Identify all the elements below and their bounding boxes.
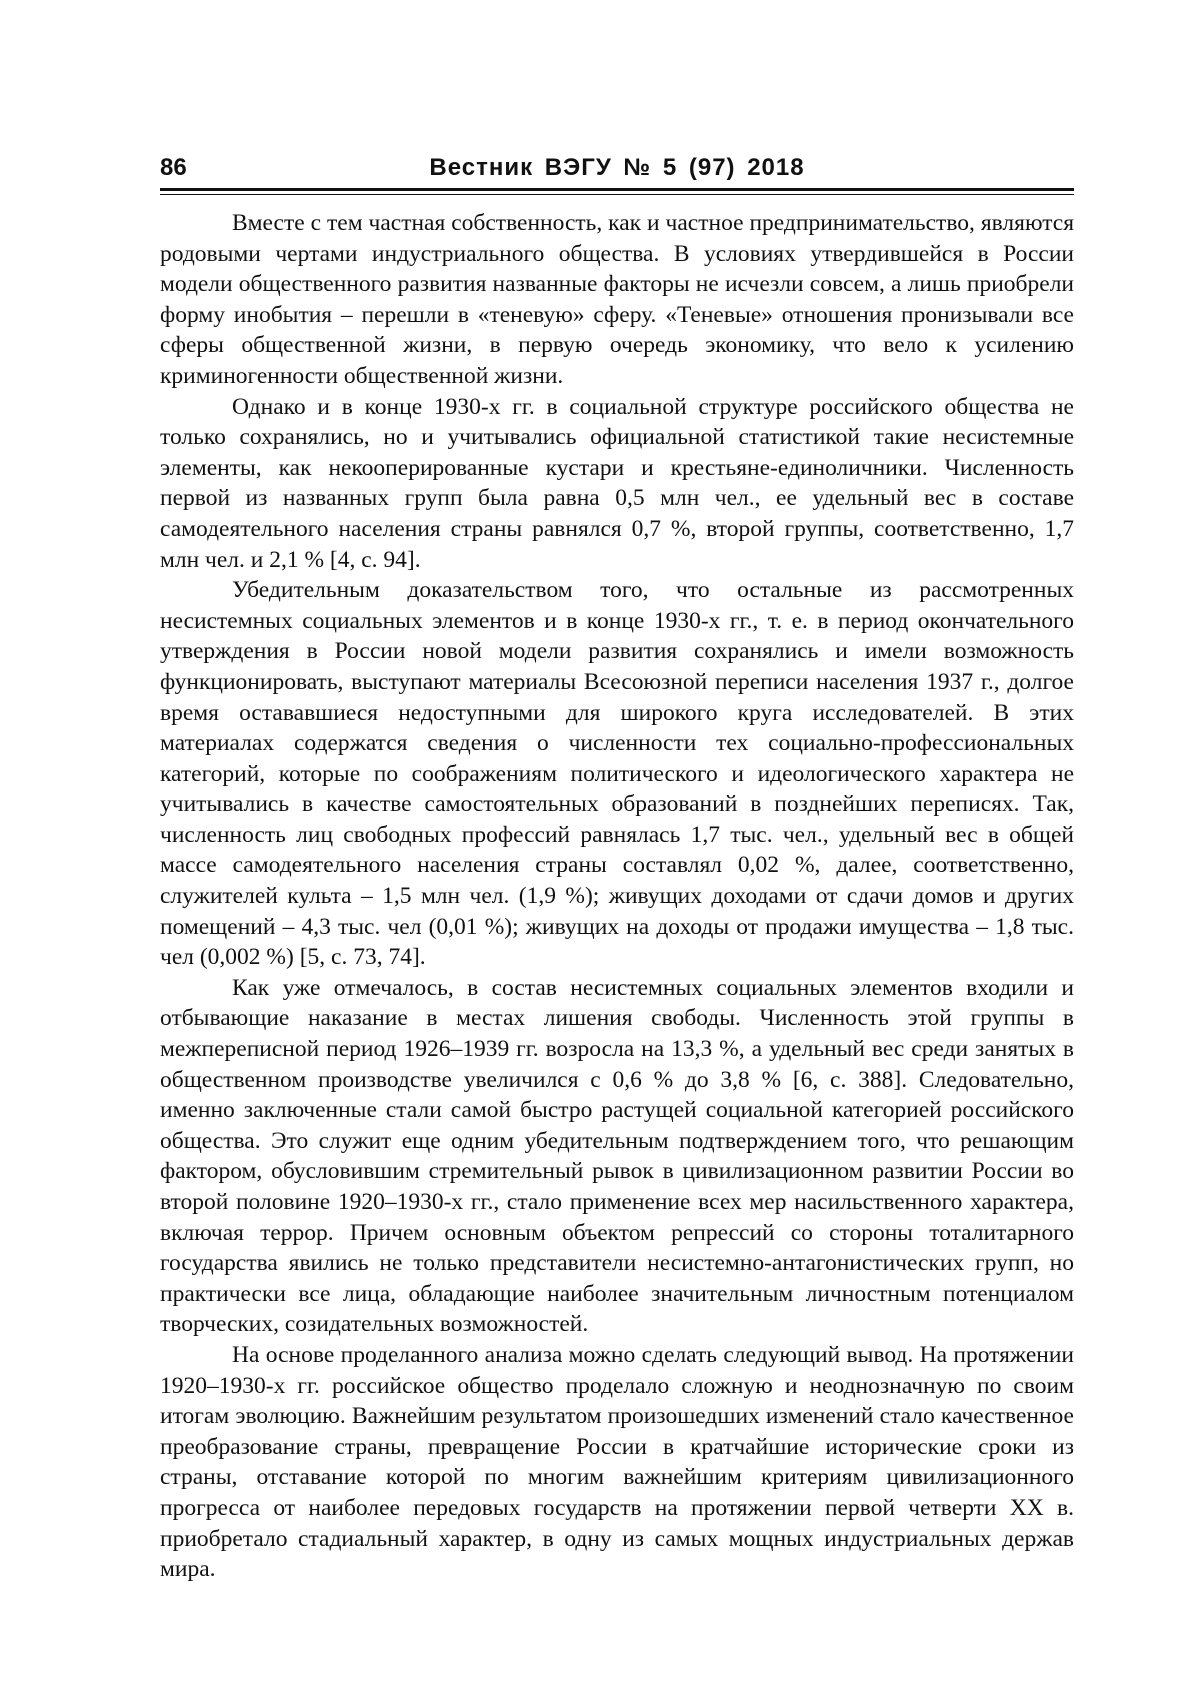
paragraph-2: Однако и в конце 1930-х гг. в социальной структуре российского общества не только сохранялись, но и учитывались официальной статистикой такие несистемные элементы, как некооперированные кустари и крестьяне-единоличники. Численность первой из названных групп была равна 0,5 млн чел., ее удельный вес в составе самодеятельного населения страны равнялся 0,7 %, второй группы, соответственно, 1,7 млн чел. и 2,1 % [4, с. 94]. xyxy=(160,393,1074,573)
article-body xyxy=(160,208,1074,1585)
page-number: 86 xyxy=(160,154,187,181)
paragraph-3: Убедительным доказательством того, что остальные из рассмотренных несистемных социальных элементов и в конце 1930-х гг., т. е. в период окончательного утверждения в России новой модели развития сохранялись и имели возможность функционировать, выступают материалы Всесоюзной переписи населения 1937 г., долгое время остававшиеся недоступными для широкого круга исследователей. В этих материалах содержатся сведения о численности тех социально-профессиональных категорий, которые по соображениям политического и идеологического характера не учитывались в качестве самостоятельных образований в позднейших переписях. Так, численность лиц свободных профессий равнялась 1,7 тыс. чел., удельный вес в общей массе самодеятельного населения страны составлял 0,02 %, далее, соответственно, служителей культа – 1,5 млн чел. (1,9 %); живущих доходами от сдачи домов и других помещений – 4,3 тыс. чел (0,01 %); живущих на доходы от продажи имущества – 1,8 тыс. чел (0,002 %) [5, с. 73, 74]. xyxy=(160,577,1074,971)
journal-title: Вестник ВЭГУ № 5 (97) 2018 xyxy=(429,154,805,181)
paragraph-5: На основе проделанного анализа можно сделать следующий вывод. На протяжении 1920–1930-х гг. российское общество проделало сложную и неоднозначную по своим итогам эволюцию. Важнейшим результатом произошедших изменений стало качественное преобразование страны, превращение России в кратчайшие исторические сроки из страны, отставание которой по многим важнейшим критериям цивилизационного прогресса от наиболее передовых государств на протяжении первой четверти XX в. приобретало стадиальный характер, в одну из самых мощных индустриальных держав мира. xyxy=(160,1341,1074,1583)
header-rule-thin xyxy=(160,194,1074,195)
header-rule-thick xyxy=(160,188,1074,191)
running-header xyxy=(160,148,1074,188)
paragraph-4: Как уже отмечалось, в состав несистемных социальных элементов входили и отбывающие наказание в местах лишения свободы. Численность этой группы в межпереписной период 1926–1939 гг. возросла на 13,3 %, а удельный вес среди занятых в общественном производстве увеличился с 0,6 % до 3,8 % [6, с. 388]. Следовательно, именно заключенные стали самой быстро растущей социальной категорией российского общества. Это служит еще одним убедительным подтверждением того, что решающим фактором, обусловившим стремительный рывок в цивилизационном развитии России во второй половине 1920–1930-х гг., стало применение всех мер насильственного характера, включая террор. Причем основным объектом репрессий со стороны тоталитарного государства явились не только представители несистемно-антагонистических групп, но практически все лица, обладающие наиболее значительным личностным потенциалом творческих, созидательных возможностей. xyxy=(160,974,1074,1338)
paragraph-1: Вместе с тем частная собственность, как и частное предпринимательство, являются родовыми чертами индустриального общества. В условиях утвердившейся в России модели общественного развития названные факторы не исчезли совсем, а лишь приобрели форму инобытия – перешли в «теневую» сферу. «Теневые» отношения пронизывали все сферы общественной жизни, в первую очередь экономику, что вело к усилению криминогенности общественной жизни. xyxy=(160,210,1074,389)
